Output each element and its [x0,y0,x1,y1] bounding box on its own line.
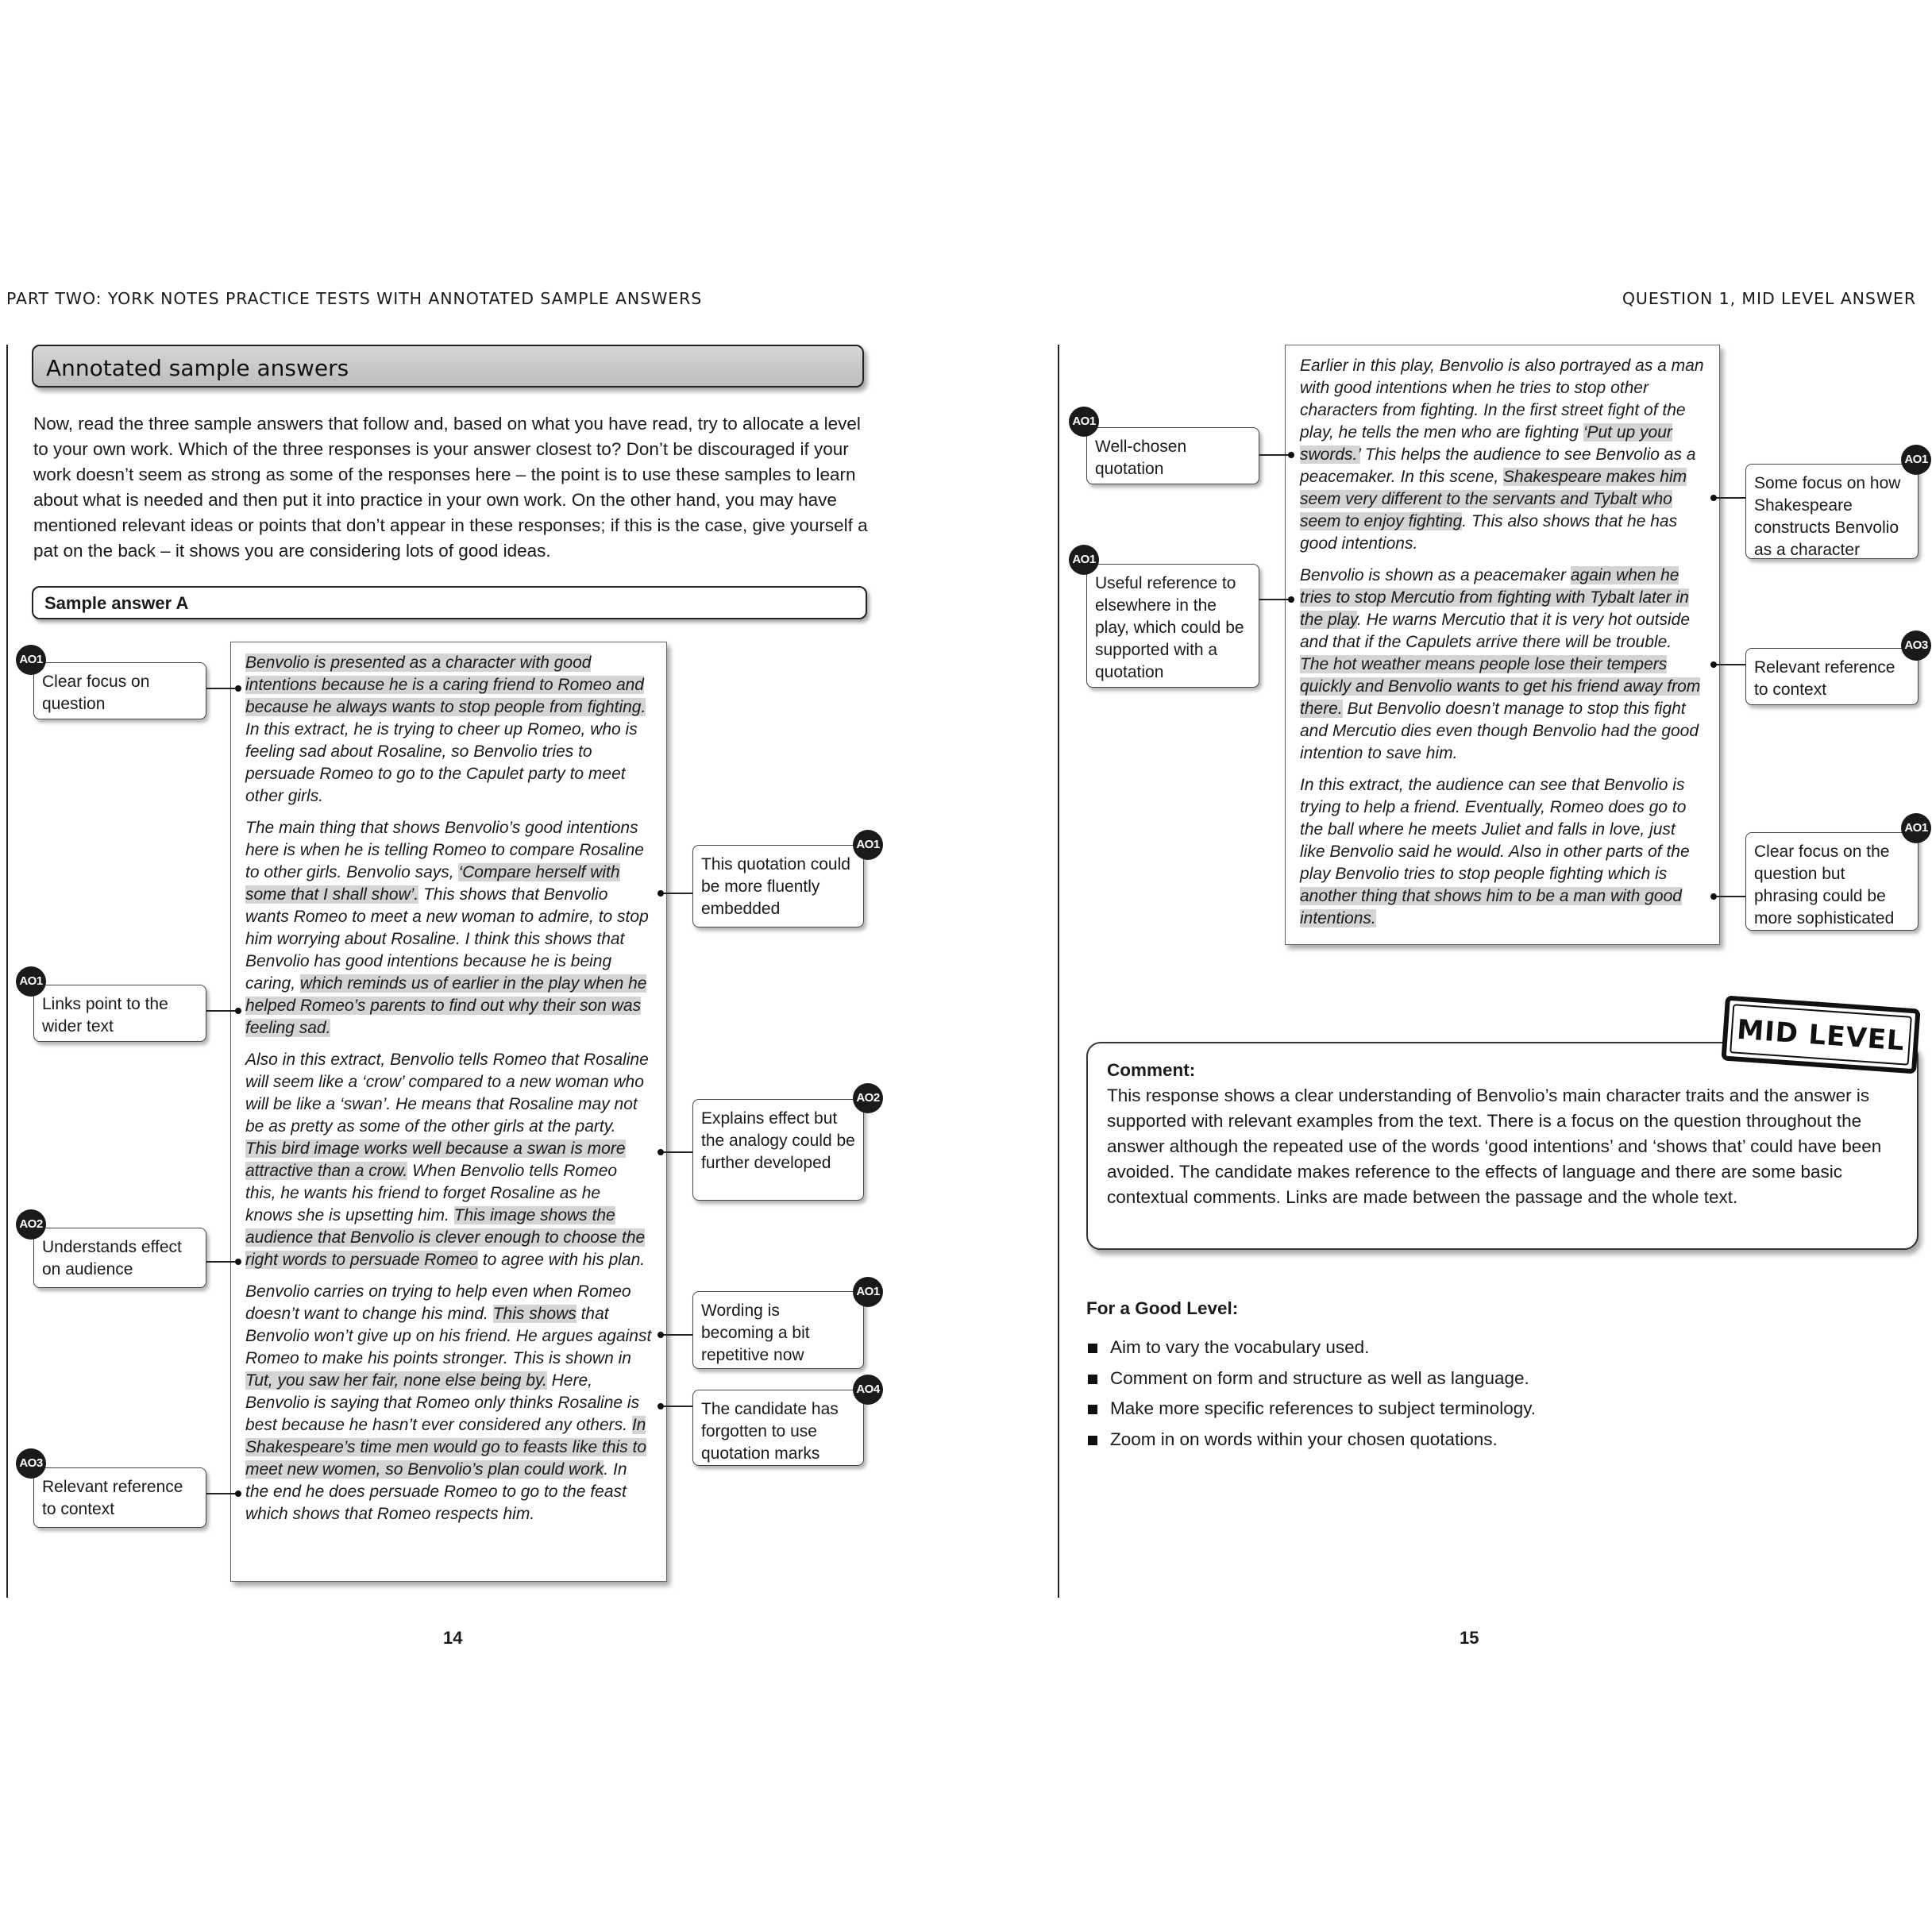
answer-text: This helps the audience to see Benvolio as a peacemaker. In this scene, [1300,445,1696,486]
connector-dot [235,1259,241,1265]
answer-paragraph [1300,774,1705,930]
connector-line [206,1010,238,1012]
answer-text: to agree with his plan. [478,1251,646,1269]
annotation-note [33,1228,206,1288]
highlighted-text: again when he tries to stop Mercutio from fighting with Tybalt later in the play [1300,566,1689,629]
annotation-text: Links point to the wider text [42,995,168,1035]
list-item [1086,1394,1536,1425]
answer-text: that Benvolio won’t give up on his friend. He argues against Romeo to make his points stronger. This is shown in [245,1305,652,1367]
annotation-note [1745,464,1919,559]
connector-dot [657,1149,664,1155]
annotation-note [33,662,206,719]
ao-badge: AO1 [1069,407,1099,437]
annotation-note [692,1099,864,1201]
answer-box-right [1285,345,1720,945]
list-item [1086,1332,1536,1363]
connector-line [1259,454,1291,456]
ao-badge: AO1 [853,1277,883,1307]
highlighted-text: This image shows the audience that Benvolio is clever enough to choose the right words to persuade Romeo [245,1206,646,1269]
highlighted-text: This shows [492,1305,577,1323]
connector-line [1714,896,1745,897]
annotation-text: Clear focus on question [42,673,150,713]
gutter-rule [1058,345,1059,1598]
ao-badge: AO2 [853,1083,883,1113]
answer-paragraph [245,1049,652,1271]
annotation-text: Relevant reference to context [1754,658,1895,699]
answer-text: The main thing that shows Benvolio’s good intentions here is when he is telling Romeo to compare Rosaline to other girls. Benvolio says, [245,819,644,881]
annotation-note [692,1291,864,1369]
answer-text: In this extract, the audience can see that Benvolio is trying to help a friend. Eventually, Romeo does go to the ball where he meets Juliet and falls in love, just like Benvolio said he would. Also in other parts of the play Benvolio tries to stop people fighting which is [1300,776,1690,883]
answer-paragraph [1300,355,1705,555]
answer-text: . This also shows that he has good intentions. [1300,512,1678,553]
highlighted-text: another thing that shows him to be a man with good intentions. [1300,887,1682,927]
list-item-text: Comment on form and structure as well as language. [1110,1367,1529,1388]
connector-line [661,1334,692,1336]
ao-badge: AO1 [16,966,46,997]
connector-line [661,893,692,894]
connector-dot [1288,596,1294,603]
connector-dot [657,890,664,897]
answer-box-left [230,642,667,1582]
annotation-note [33,985,206,1042]
ao-badge: AO3 [16,1448,46,1479]
annotation-text: This quotation could be more fluently embedded [701,855,850,918]
ao-badge: AO1 [16,645,46,675]
list-item [1086,1363,1536,1394]
page-number-left: 14 [443,1628,463,1648]
square-bullet-icon [1088,1344,1097,1353]
answer-text: Earlier in this play, Benvolio is also portrayed as a man with good intentions when he tries to stop other characters from fighting. In the first street fight of the play, he tells the men who are fighting [1300,357,1704,442]
answer-paragraph [245,652,652,808]
sample-answer-heading: Sample answer A [32,586,867,619]
annotation-note [1745,832,1919,931]
annotation-text: Clear focus on the question but phrasing could be more sophisticated [1754,843,1895,927]
highlighted-text: ‘Put up your swords.’ [1300,423,1672,464]
list-item [1086,1425,1536,1456]
connector-line [206,688,238,689]
answer-text: In this extract, he is trying to cheer up Romeo, who is feeling sad about Rosaline, so Benvolio tries to persuade Romeo to go to the Capulet party to meet other girls. [245,720,638,805]
ao-badge: AO2 [16,1209,46,1240]
square-bullet-icon [1088,1405,1097,1414]
connector-line [1259,599,1291,600]
annotation-note [33,1467,206,1528]
connector-line [1714,497,1745,499]
list-item-text: Aim to vary the vocabulary used. [1110,1337,1370,1357]
answer-text: . In the end he does persuade Romeo to go to the feast which shows that Romeo respects him. [245,1460,627,1523]
annotation-note [692,845,864,927]
page-number-right: 15 [1460,1628,1479,1648]
annotation-note [1745,648,1919,705]
highlighted-text: The hot weather means people lose their tempers quickly and Benvolio wants to get his friend away from there. [1300,655,1701,718]
connector-line [661,1151,692,1153]
list-item-text: Zoom in on words within your chosen quotations. [1110,1429,1498,1449]
intro-text: Now, read the three sample answers that follow and, based on what you have read, try to allocate a level to your own work. Which of the three responses is your answer closest to? Don’t be discouraged if your work doesn’t seem as strong as some of the responses here – the point is to use these samples to learn about what is needed and then put it into practice in your own work. On the other hand, you may have mentioned relevant ideas or points that don’t appear in these responses; if this is the case, give yourself a pat on the back – it shows you are considering lots of good ideas. [33,414,868,561]
connector-line [206,1261,238,1263]
answer-text: Here, Benvolio is saying that Romeo only thinks Rosaline is best because he hasn’t ever considered any others. [245,1371,640,1434]
answer-text: When Benvolio tells Romeo this, he wants his friend to forget Rosaline as he knows she is upsetting him. [245,1162,618,1224]
annotation-note [692,1390,864,1466]
ao-badge: AO1 [1901,445,1931,475]
connector-dot [1710,893,1717,900]
answer-paragraph [245,817,652,1039]
ao-badge: AO1 [1901,813,1931,843]
left-margin-rule [6,345,8,1598]
highlighted-text: Tut, you saw her fair, none else being by. [245,1371,547,1390]
connector-dot [235,1008,241,1014]
section-title: Annotated sample answers [32,345,864,388]
annotation-text: Well-chosen quotation [1095,438,1187,478]
connector-dot [657,1332,664,1338]
answer-text: This shows that Benvolio wants Romeo to meet a new woman to admire, to stop him worrying about Rosaline. I think this shows that Benvolio has good intentions because he is being caring, [245,885,649,993]
answer-text: Benvolio is shown as a peacemaker [1300,566,1571,584]
connector-line [661,1406,692,1407]
highlighted-text: which reminds us of earlier in the play when he helped Romeo’s parents to find out why their son was feeling sad. [245,974,647,1037]
annotation-note [1086,427,1259,484]
annotation-note [1086,564,1259,688]
highlighted-text: Benvolio is presented as a character with good intentions because he is a caring friend to Romeo and because he always wants to stop people from fighting. [245,654,646,716]
connector-dot [235,685,241,692]
connector-dot [657,1403,664,1409]
annotation-text: Relevant reference to context [42,1478,183,1518]
highlighted-text: Shakespeare makes him seem very different to the servants and Tybalt who seem to enjoy fighting [1300,468,1687,530]
ao-badge: AO1 [853,830,883,860]
highlighted-text: ‘Compare herself with some that I shall show’. [245,863,620,904]
connector-line [1714,664,1745,665]
comment-label: Comment: [1107,1060,1196,1080]
answer-text: Benvolio carries on trying to help even when Romeo doesn’t want to change his mind. [245,1282,631,1323]
connector-dot [1710,495,1717,501]
connector-dot [1288,452,1294,458]
annotation-text: Useful reference to elsewhere in the play, which could be supported with a quotation [1095,574,1244,681]
answer-text: Also in this extract, Benvolio tells Romeo that Rosaline will seem like a ‘crow’ compared to a new woman who will be like a ‘swan’. He means that Rosaline may not be as pretty as some of the other girls at the party. [245,1051,649,1136]
connector-line [206,1493,238,1494]
ao-badge: AO4 [853,1375,883,1405]
mid-level-stamp [1721,996,1920,1074]
connector-dot [235,1490,241,1497]
annotation-text: The candidate has forgotten to use quotation marks [701,1400,839,1463]
ao-badge: AO1 [1069,545,1099,575]
good-level-title: For a Good Level: [1086,1298,1239,1318]
stamp-label: MID LEVEL [1730,1004,1912,1066]
good-level-list [1086,1332,1536,1455]
answer-paragraph [245,1281,652,1525]
answer-text: But Benvolio doesn’t manage to stop this fight and Mercutio dies even though Benvolio had the good intention to save him. [1300,700,1699,762]
square-bullet-icon [1088,1436,1097,1445]
intro-paragraph [33,411,875,564]
running-header-left: PART TWO: YORK NOTES PRACTICE TESTS WITH ANNOTATED SAMPLE ANSWERS [6,289,703,308]
annotation-text: Explains effect but the analogy could be further developed [701,1109,855,1172]
highlighted-text: This bird image works well because a swan is more attractive than a crow. [245,1140,626,1180]
list-item-text: Make more specific references to subject terminology. [1110,1398,1537,1418]
highlighted-text: In Shakespeare’s time men would go to feasts like this to meet new women, so Benvolio’s plan could work [245,1416,647,1479]
running-header-right: QUESTION 1, MID LEVEL ANSWER [1622,289,1916,308]
annotation-text: Understands effect on audience [42,1238,182,1278]
answer-text: . He warns Mercutio that it is very hot outside and that if the Capulets arrive there will be trouble. [1300,611,1691,651]
answer-paragraph [1300,565,1705,765]
annotation-text: Wording is becoming a bit repetitive now [701,1301,810,1364]
connector-dot [1710,661,1717,668]
comment-text: This response shows a clear understanding of Benvolio’s main character traits and the answer is supported with relevant examples from the text. There is a focus on the question throughout the answer although the repeated use of the words ‘good intentions’ and ‘shows that’ could have been avoided. The candidate makes reference to the effects of language and there are some basic contextual comments. Links are made between the passage and the whole text. [1107,1086,1882,1207]
ao-badge: AO3 [1901,631,1931,661]
square-bullet-icon [1088,1375,1097,1384]
comment-box [1086,1042,1919,1250]
annotation-text: Some focus on how Shakespeare constructs Benvolio as a character [1754,474,1901,559]
